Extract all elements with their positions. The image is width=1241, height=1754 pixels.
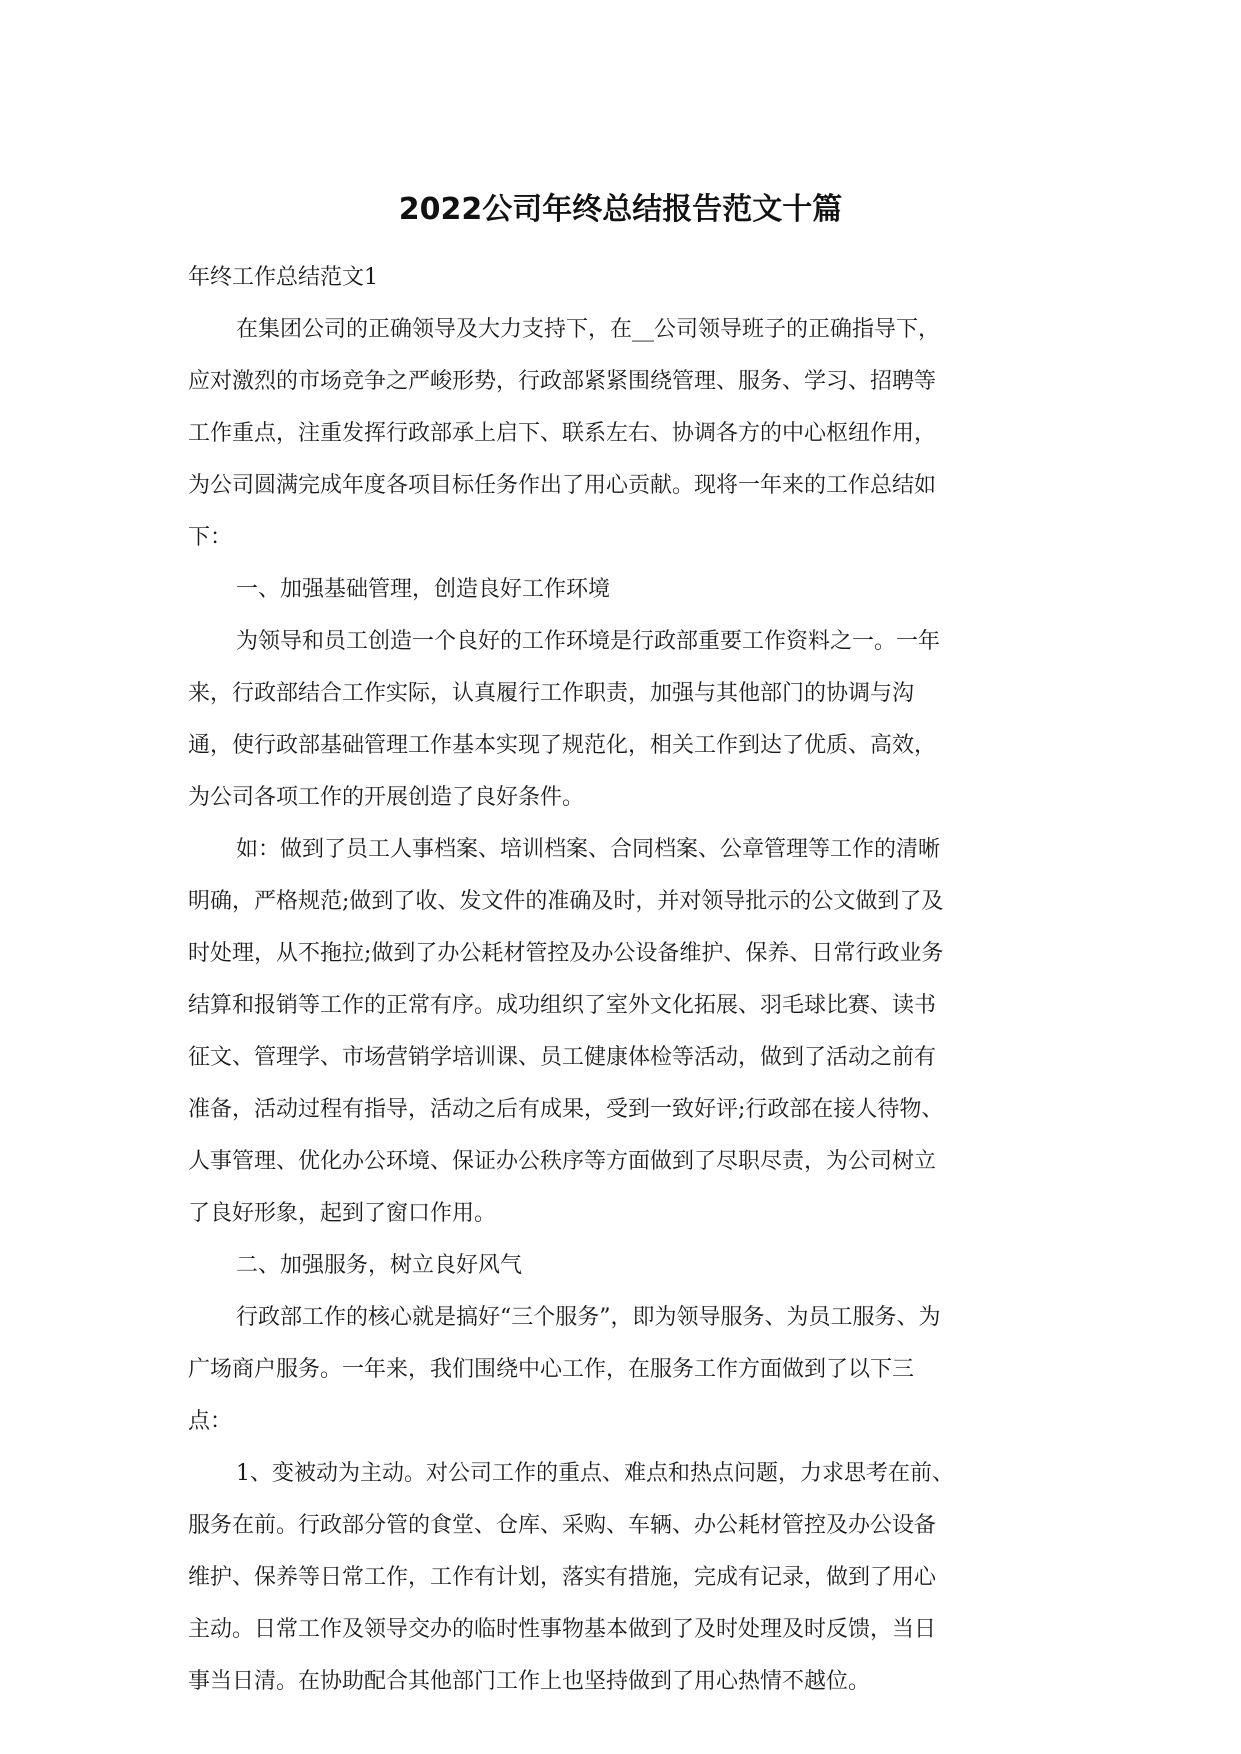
document-title: 2022公司年终总结报告范文十篇 (398, 192, 843, 227)
text-line: 来，行政部结合工作实际，认真履行工作职责，加强与其他部门的协调与沟 (188, 681, 915, 706)
paragraph (188, 304, 1058, 564)
paragraph (188, 616, 1058, 824)
text-line: 1、变被动为主动。对公司工作的重点、难点和热点问题，力求思考在前、 (236, 1461, 954, 1486)
text-line: 下： (188, 525, 233, 550)
text-line: 事当日清。在协助配合其他部门工作上也坚持做到了用心热情不越位。 (188, 1669, 871, 1694)
text-line: 为公司圆满完成年度各项目标任务作出了用心贡献。现将一年来的工作总结如 (188, 473, 937, 498)
text-line: 时处理，从不拖拉;做到了办公耗材管控及办公设备维护、保养、日常行政业务 (188, 941, 944, 966)
section-heading (188, 1240, 1058, 1292)
text-line: 主动。日常工作及领导交办的临时性事物基本做到了及时处理及时反馈，当日 (188, 1617, 937, 1642)
text-line: 为公司各项工作的开展创造了良好条件。 (188, 785, 585, 810)
section-heading (188, 564, 1058, 616)
paragraph (188, 1292, 1058, 1448)
text-line: 应对激烈的市场竞争之严峻形势，行政部紧紧围绕管理、服务、学习、招聘等 (188, 369, 937, 394)
text-line: 点： (188, 1409, 233, 1434)
text-line: 明确，严格规范;做到了收、发文件的准确及时，并对领导批示的公文做到了及 (188, 889, 944, 914)
text-line: 广场商户服务。一年来，我们围绕中心工作，在服务工作方面做到了以下三 (188, 1357, 915, 1382)
text-line: 通，使行政部基础管理工作基本实现了规范化，相关工作到达了优质、高效， (188, 733, 937, 758)
document-body (188, 252, 1058, 1708)
text-line: 人事管理、优化办公环境、保证办公秩序等方面做到了尽职尽责，为公司树立 (188, 1149, 937, 1174)
text-line: 维护、保养等日常工作，工作有计划，落实有措施，完成有记录，做到了用心 (188, 1565, 937, 1590)
text-line: 结算和报销等工作的正常有序。成功组织了室外文化拓展、羽毛球比赛、读书 (188, 993, 937, 1018)
paragraph (188, 1448, 1058, 1708)
text-line: 一、加强基础管理，创造良好工作环境 (236, 577, 611, 602)
paragraph (188, 824, 1058, 1240)
section-label: 年终工作总结范文1 (188, 265, 378, 290)
text-line: 行政部工作的核心就是搞好“三个服务”，即为领导服务、为员工服务、为 (236, 1305, 941, 1330)
text-line: 服务在前。行政部分管的食堂、仓库、采购、车辆、办公耗材管控及办公设备 (188, 1513, 937, 1538)
text-line: 工作重点，注重发挥行政部承上启下、联系左右、协调各方的中心枢纽作用， (188, 421, 937, 446)
text-line: 为领导和员工创造一个良好的工作环境是行政部重要工作资料之一。一年 (236, 629, 941, 654)
text-line: 如：做到了员工人事档案、培训档案、合同档案、公章管理等工作的清晰 (236, 837, 941, 862)
text-line: 征文、管理学、市场营销学培训课、员工健康体检等活动，做到了活动之前有 (188, 1045, 937, 1070)
text-line: 准备，活动过程有指导，活动之后有成果，受到一致好评;行政部在接人待物、 (188, 1097, 944, 1122)
text-line: 在集团公司的正确领导及大力支持下，在__公司领导班子的正确指导下， (236, 317, 941, 342)
text-line: 了良好形象，起到了窗口作用。 (188, 1201, 497, 1226)
text-line: 二、加强服务，树立良好风气 (236, 1253, 523, 1278)
